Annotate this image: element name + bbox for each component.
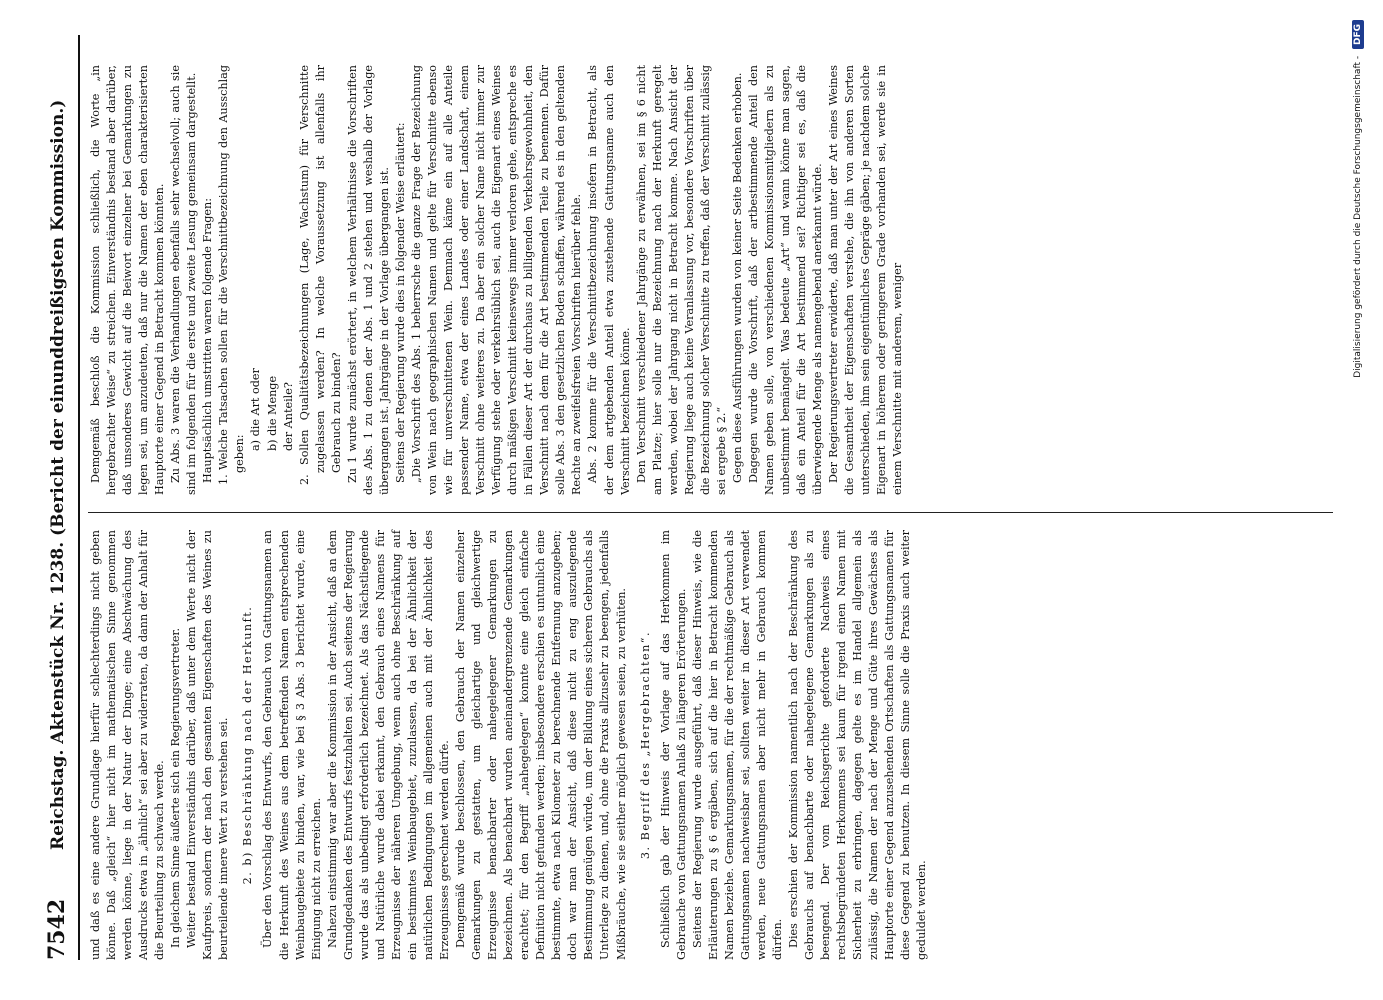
- paragraph: Gegen diese Ausführungen wurden von keiner Seite Bedenken erhoben.: [730, 72, 744, 483]
- digitization-credit: [1352, 20, 1364, 440]
- right-column: [88, 65, 906, 495]
- page-title: Reichstag. Aktenstück Nr. 1238. (Bericht der einunddreißigsten Kommission.): [48, 99, 68, 850]
- paragraph: Nahezu einstimmig war aber die Kommission in der Ansicht, daß an dem Grundgedanken des Entwurfs festzuhalten sei. Auch seitens der Regierung wurde das als unbedingt erforderlich bezeichnet. Als das Nächstliegende und Natürliche wurde dabei erkannt, den Gebrauch eines Namens für Erzeugnisse der näheren Umgebung, wenn auch ohne Beschränkung auf ein bestimmtes Weinbaugebiet, zuzulassen, da bei der Ähnlichkeit der natürlichen Bedingungen im allgemeinen auch mit der Ähnlichkeit des Erzeugnisses gerechnet werden dürfe.: [325, 530, 451, 960]
- paragraph: Abs. 2 komme für die Verschnittbezeichnung insofern in Betracht, als der dem artgebenden Anteil etwa zustehende Gattungsname auch den Verschnitt bezeichnen könne.: [586, 65, 632, 495]
- paragraph: Dies erschien der Kommission namentlich nach der Beschränkung des Gebrauchs auf benachbarte oder nahegelegene Gemarkungen als zu beengend. Der vom Reichsgerichte geforderte Nachweis eines rechtsbegründeten Herkommens sei kaum für irgend einen Namen mit Sicherheit zu erbringen, dagegen gelte es im Handel allgemein als zulässig, die Namen der nach der Menge und Güte ihres Gewächses als Hauptorte einer Gegend anzusehenden Ortschaften als Gattungsnamen für diese Gegend zu benutzen. In diesem Sinne solle die Praxis auch weiter geduldet werden.: [786, 530, 929, 960]
- paragraph: Dagegen wurde die Vorschrift, daß der artbestimmende Anteil den Namen geben solle, von verschiedenen Kommissionsmitgliedern als zu unbestimmt bemängelt. Was bedeute „Art“ und wann könne man sagen, daß ein Anteil für die Art bestimmend sei? Richtiger sei es, daß die überwiegende Menge als namengebend anerkannt würde.: [746, 65, 825, 495]
- paragraph: Den Verschnitt verschiedener Jahrgänge zu erwähnen, sei im § 6 nicht am Platze; hier solle nur die Bezeichnung nach der Herkunft geregelt werden, wobei der Jahrgang nicht in Betracht komme. Nach Ansicht der Regierung liege auch keine Veranlassung vor, besondere Vorschriften über die Bezeichnung solcher Verschnitte zu treffen, daß der Verschnitt zulässig sei ergebe § 2.“: [634, 65, 728, 495]
- paragraph: Seitens der Regierung wurde dies in folgender Weise erläutert:: [393, 122, 407, 483]
- page-number: 7542: [44, 898, 70, 960]
- paragraph: Demgemäß wurde beschlossen, den Gebrauch der Namen einzelner Gemarkungen zu gestatten, um gleichartige und gleichwertige Erzeugnisse benachbarter oder nahegelegener Gemarkungen zu bezeichnen. Als benachbart wurden aneinandergrenzende Gemarkungen erachtet; für den Begriff „nahegelegen“ konnte eine gleich einfache Definition nicht gefunden werden; insbesondere erschien es untunlich eine bestimmte, etwa nach Kilometer zu berechnende Entfernung anzugeben; doch war man der Ansicht, daß diese nicht zu eng auszulegende Bestimmung genügen würde, um der Bildung eines sicheren Gebrauchs als Unterlage zu dienen, und, ohne die Praxis allzusehr zu beengen, jedenfalls Mißbräuche, wie sie seither möglich gewesen seien, zu verhüten.: [454, 530, 628, 960]
- digitization-note: Digitalisierung gefördert durch die Deutsche Forschungsgemeinschaft -: [1353, 55, 1363, 378]
- question-subitem: b) die Menge: [265, 375, 279, 451]
- section-heading: 3. Begriff des „Hergebrachten“.: [638, 630, 652, 860]
- paragraph: Weiter bestand Einverständnis darüber, daß unter dem Werte nicht der Kaufpreis, sondern der nach den gesamten Eigenschaften des Weines zu beurteilende innere Wert zu verstehen sei.: [185, 530, 231, 960]
- paragraph: Schließlich gab der Hinweis der Vorlage auf das Herkommen im Gebrauche von Gattungsnamen Anlaß zu längeren Erörterungen.: [658, 530, 688, 960]
- section-heading: 2. b) Beschränkung nach der Herkunft.: [241, 605, 255, 885]
- paragraph: Zu Abs. 3 waren die Verhandlungen ebenfalls sehr wechselvoll; auch sie sind im folgenden für die erste und zweite Lesung gemeinsam dargestellt.: [169, 65, 199, 495]
- dfg-logo-icon: DFG: [1352, 20, 1364, 49]
- question-item: 1. Welche Tatsachen sollen für die Verschnittbezeichnung den Ausschlag geben:: [217, 65, 247, 485]
- paragraph: Der Regierungsvertreter erwiderte, daß man unter der Art eines Weines die Gesamtheit der Eigenschaften verstehe, die ihn von anderen Sorten unterschieden, ihm sein eigentümliches Gepräge gäben; je nachdem solche Eigenart in höherem oder geringerem Grade vorhanden sei, werde sie in einem Verschnitte mit anderem, weniger: [827, 65, 905, 495]
- paragraph: Demgemäß beschloß die Kommission schließlich, die Worte „in hergebrachter Weise“ zu streichen. Einverständnis bestand aber darüber, daß unsonderes Gewicht auf die Beiwort einzelner bei Gemarkungen zu legen sei, um anzudeuten, daß nur die Namen der eben charakterisierten Hauptorte einer Gegend in Betracht kommen könnten.: [89, 65, 167, 495]
- quoted-paragraph: „Die Vorschrift des Abs. 1 beherrsche die ganze Frage der Bezeichnung von Wein nach geographischen Namen und gelte für Verschnitte ebenso wie für unverschnittenen Wein. Demnach käme ein auf alle Anteile passender Name, etwa der eines Landes oder einer Landschaft, einem Verschnitt ohne weiteres zu. Da aber ein solcher Name nicht immer zur Verfügung stehe oder verkehrsüblich sei, auch die Eigenart eines Weines durch mäßigen Verschnitt keineswegs immer verloren gehe, entspreche es in Fällen dieser Art der durchaus zu billigenden Verkehrsgewohnheit, den Verschnitt nach dem für die Art bestimmenden Teile zu benennen. Dafür solle Abs. 3 den gesetzlichen Boden schaffen, während es in den geltenden Rechte an zweifelsfreien Vorschriften hierüber fehle.: [409, 65, 584, 495]
- question-item: 2. Sollen Qualitätsbezeichnungen (Lage, Wachstum) für Verschnitte zugelassen werden? In welche Voraussetzung ist allenfalls ihr Gebrauch zu binden?: [297, 65, 343, 485]
- page-header: [42, 35, 80, 960]
- paragraph: Zu 1 wurde zunächst erörtert, in welchem Verhältnisse die Vorschriften des Abs. 1 zu denen der Abs. 1 und 2 stehen und weshalb der Vorlage übergangen ist. Jahrgänge in der Vorlage übergangen ist.: [345, 65, 391, 495]
- paragraph: und daß es eine andere Grundlage hierfür schlechterdings nicht geben könne. Daß „gleich“ hier nicht im mathematischen Sinne genommen werden könne, liege in der Natur der Dinge; eine Abschwächung des Ausdrucks etwa in „ähnlich“ sei aber zu widerraten, da dann der Anhalt für die Beurteilung zu schwach werde.: [89, 530, 167, 960]
- question-subitem: a) die Art oder: [249, 368, 263, 451]
- question-subitem: der Anteile?: [281, 382, 295, 451]
- paragraph: Seitens der Regierung wurde ausgeführt, daß dieser Hinweis, wie die Erläuterungen zu § 6 ergäben, sich auf die hier in Betracht kommenden Namen beziehe. Gemarkungsnamen, für die der rechtmäßige Gebrauch als Gattungsnamen nachweisbar sei, sollten weiter in dieser Art verwendet werden, neue Gattungsnamen aber nicht mehr in Gebrauch kommen dürfen.: [690, 530, 784, 960]
- paragraph: Hauptsächlich umstritten waren folgende Fragen:: [201, 198, 215, 483]
- left-column: [88, 530, 930, 960]
- paragraph: In gleichem Sinne äußerte sich ein Regierungsvertreter.: [169, 627, 183, 948]
- paragraph: Über den Vorschlag des Entwurfs, den Gebrauch von Gattungsnamen an die Herkunft des Weines aus dem betreffenden Namen entsprechenden Weinbaugebiete zu binden, war, wie bei § 3 Abs. 3 berichtet wurde, eine Einigung nicht zu erreichen.: [261, 530, 323, 960]
- column-divider: [88, 512, 1333, 513]
